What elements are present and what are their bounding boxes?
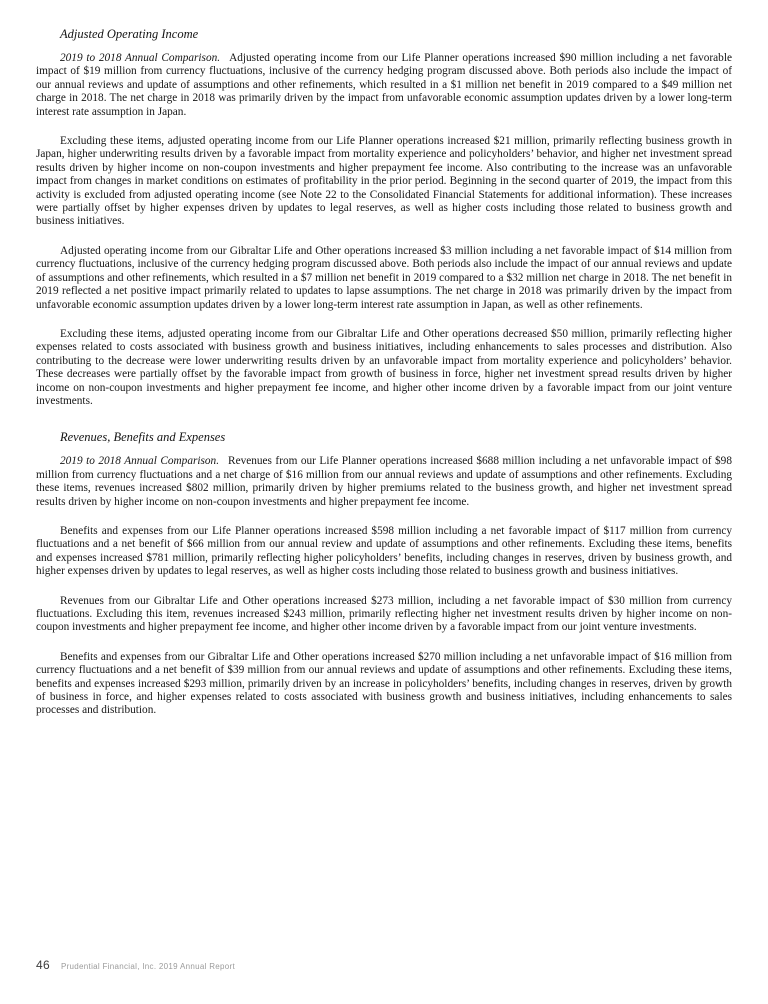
paragraph-text: Adjusted operating income from our Gibraltar Life and Other operations increased $3 million including a net favorable impact of $14 million from currency fluctuations, inclusive of the currency hedging program discussed above. Both periods also include the impact of our annual reviews and update of assumptions and other refinements, which resulted in a $7 million net benefit in 2019 compared to a $32 million net charge in 2018. The net benefit in 2019 reflected a net positive impact primarily related to updates to lapse assumptions. The net charge in 2018 was primarily driven by the impact from unfavorable economic assumption updates driven by a lower long-term interest rate assumption in Japan, as well as other refinements. <box>36 244 732 311</box>
paragraph-lead-in: 2019 to 2018 Annual Comparison. <box>60 455 220 468</box>
paragraph <box>36 328 732 408</box>
paragraph <box>36 525 732 579</box>
paragraph <box>36 245 732 312</box>
footer-report-title: Prudential Financial, Inc. 2019 Annual Report <box>60 962 235 971</box>
paragraph <box>36 135 732 229</box>
paragraph-text: Excluding these items, adjusted operating income from our Gibraltar Life and Other operations decreased $50 million, primarily reflecting higher expenses related to costs associated with business growth and business initiatives, including enhancements to sales processes and distribution. Also contributing to the decrease were lower underwriting results driven by an unfavorable impact from mortality experience and policyholders’ behavior. These decreases were partially offset by the favorable impact from growth of business in force, higher net investment spread results driven by higher income on non-coupon investments and higher prepayment fee income, and higher other income driven by a favorable impact from our joint venture investments. <box>36 327 732 407</box>
paragraph-text: Revenues from our Gibraltar Life and Other operations increased $273 million, including a net favorable impact of $30 million from currency fluctuations. Excluding this item, revenues increased $243 million, primarily reflecting higher net investment results driven by higher income on non-coupon investments and higher prepayment fee income, and higher other income driven by a favorable impact from our joint venture investments. <box>36 594 732 634</box>
paragraph <box>36 651 732 718</box>
paragraph-text: Benefits and expenses from our Gibraltar Life and Other operations increased $270 million including a net unfavorable impact of $16 million from currency fluctuations and a net benefit of $39 million from our annual reviews and update of assumptions and other refinements. Excluding these items, benefits and expenses increased $293 million, primarily driven by an increase in policyholders’ benefits, including changes in reserves, driven by growth of business in force, and higher expenses related to costs associated with business growth and business initiatives, including enhancements to sales processes and distribution. <box>36 650 732 717</box>
page-footer <box>36 958 235 972</box>
paragraph <box>36 595 732 635</box>
paragraph-text: Benefits and expenses from our Life Planner operations increased $598 million including a net favorable impact of $117 million from currency fluctuations and a net benefit of $66 million from our annual review and update of assumptions and other refinements. Excluding these items, benefits and expenses increased $781 million, primarily reflecting higher policyholders’ benefits, including changes in reserves, driven by business growth, and higher expenses driven by updates to legal reserves, as well as higher costs including those related to business growth and business initiatives. <box>36 524 732 578</box>
paragraph-text: Adjusted operating income from our Life Planner operations increased $90 million including a net favorable impact of $19 million from currency fluctuations, inclusive of the currency hedging program discussed above. Both periods also include the impact of our annual reviews and update of assumptions and other refinements, which resulted in a $1 million net benefit in 2019 compared to a $49 million net charge in 2018. The net charge in 2018 was primarily driven by the impact from unfavorable economic assumption updates driven by a lower long-term interest rate assumption in Japan. <box>36 52 732 118</box>
page-number: 46 <box>36 958 50 972</box>
paragraph-lead-in: 2019 to 2018 Annual Comparison. <box>60 52 221 64</box>
paragraph-text: Excluding these items, adjusted operating income from our Life Planner operations increased $21 million, primarily reflecting business growth in Japan, higher underwriting results driven by a favorable impact from mortality experience and policyholders’ behavior, and higher net investment spread results driven by higher income on non-coupon investments and higher prepayment fee income. Also contributing to the increase was an unfavorable impact from changes in market conditions on estimates of profitability in the prior period. Beginning in the second quarter of 2019, the impact from this activity is excluded from adjusted operating income (see Note 22 to the Consolidated Financial Statements for additional information). These increases were partially offset by higher expenses driven by updates to legal reserves, as well as higher costs including those related to business growth and business initiatives. <box>36 135 732 228</box>
section-heading-revenues-benefits-expenses: Revenues, Benefits and Expenses <box>60 430 226 445</box>
paragraph-text: Revenues from our Life Planner operations increased $688 million including a net unfavorable impact of $98 million from currency fluctuations and a net charge of $16 million from our annual reviews and update of assumptions and other refinements. Excluding these items, revenues increased $802 million, primarily driven by higher premiums related to the business growth, and higher net investment spread results driven by higher income on non-coupon investments and higher prepayment fee income. <box>36 455 732 508</box>
paragraph <box>36 52 732 119</box>
section-heading-adjusted-operating-income: Adjusted Operating Income <box>60 27 199 41</box>
paragraph <box>36 455 732 509</box>
